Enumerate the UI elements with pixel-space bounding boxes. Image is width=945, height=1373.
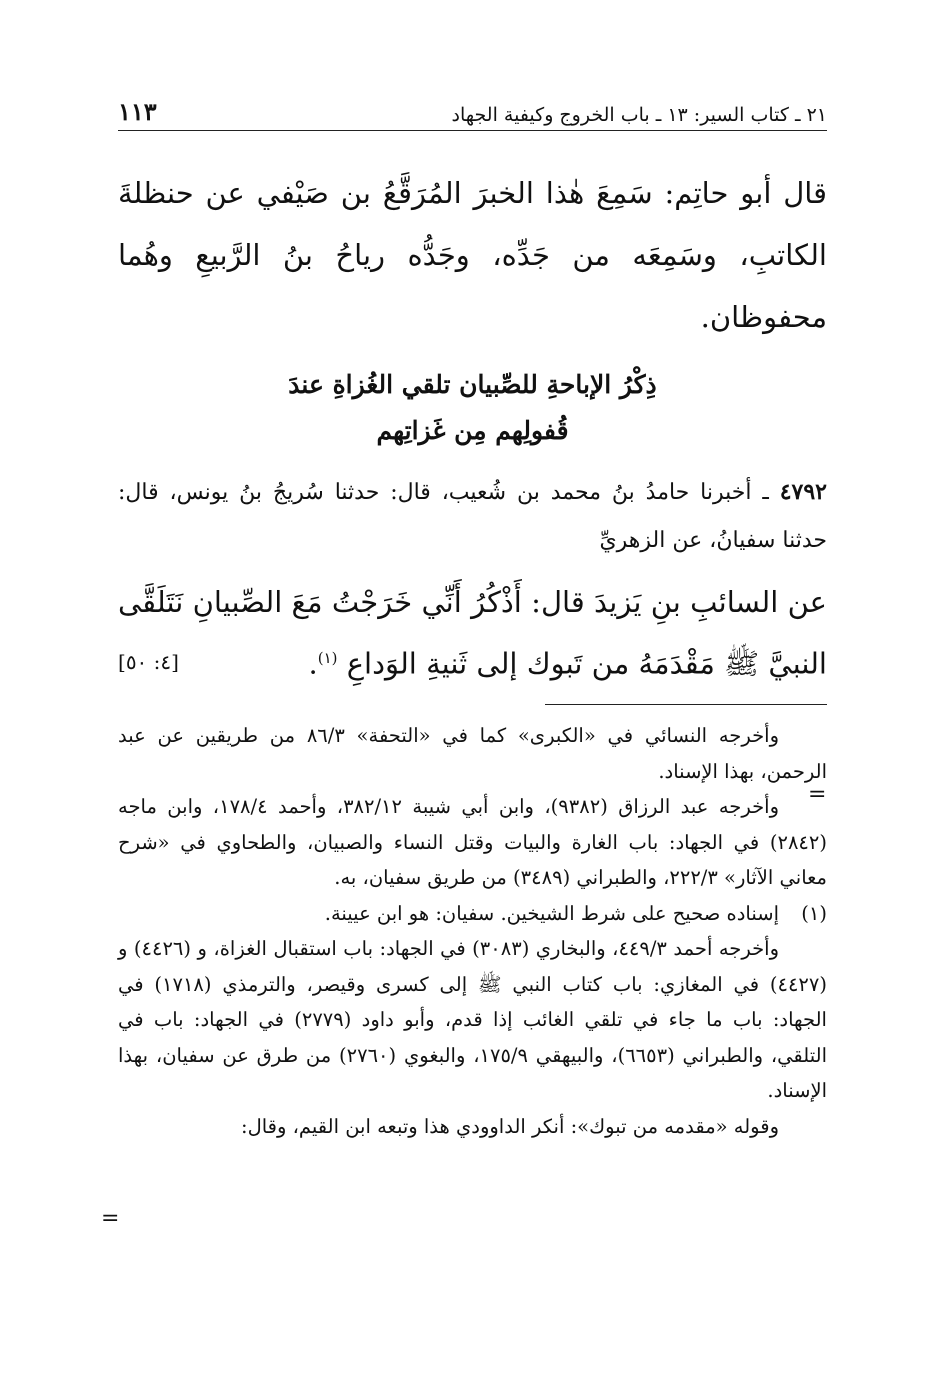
chapter-heading <box>118 362 827 454</box>
continuation-mark-bottom: = <box>101 1206 120 1231</box>
matn-end-punct: . <box>308 646 318 681</box>
footnote-divider <box>545 704 827 705</box>
footnote-1-text: إسناده صحيح على شرط الشيخين. سفيان: هو ابن عيينة. <box>324 901 779 925</box>
footnote-paragraph-3: وأخرجه أحمد ٤٤٩/٣، والبخاري (٣٠٨٣) في الجهاد: باب استقبال الغزاة، و (٤٤٢٦) و (٤٤٢٧) في المغازي: باب كتاب النبي ﷺ إلى كسرى وقيصر، والترمذي (١٧١٨) في الجهاد: باب ما جاء في تلقي الغائب إذا قدم، وأبو داود (٢٧٧٩) في الجهاد: باب في التلقي، والطبراني (٦٦٥٣)، والبيهقي ١٧٥/٩، والبغوي (٢٧٦٠) من طرق عن سفيان، بهذا الإسناد. <box>118 937 827 1102</box>
footnote-1-marker: (١) <box>801 901 827 925</box>
intro-text: قال أبو حاتِم: سَمِعَ هٰذا الخبرَ المُرَقَّعُ بن صَيْفي عن حنظلةَ الكاتبِ، وسَمِعَه من جَدِّه، وجَدُّه رياحُ بنُ الرَّبيعِ وهُما محفوظان. <box>118 176 827 334</box>
intro-paragraph <box>118 162 827 348</box>
footnote-ref: (١) <box>317 649 338 667</box>
heading-line-2: قُفولِهم مِن غَزاتِهم <box>376 416 569 445</box>
page-header <box>118 92 827 131</box>
footnote-paragraph-1: وأخرجه النسائي في «الكبرى» كما في «التحفة» ٨٦/٣ من طريقين عن عبد الرحمن، بهذا الإسناد. <box>118 724 827 783</box>
footnote-paragraph-4: وقوله «مقدمه من تبوك»: أنكر الداوودي هذا وتبعه ابن القيم، وقال: <box>241 1114 779 1138</box>
running-head: ٢١ ـ كتاب السير: ١٣ ـ باب الخروج وكيفية الجهاد <box>451 104 827 126</box>
continuation-mark-top: = <box>808 782 827 807</box>
hadith-number: ٤٧٩٢ <box>779 479 827 505</box>
footnote-1 <box>118 896 827 932</box>
hadith-matn <box>118 574 827 692</box>
footnote-paragraph-2: وأخرجه عبد الرزاق (٩٣٨٢)، وابن أبي شيبة ٣٨٢/١٢، وأحمد ١٧٨/٤، وابن ماجه (٢٨٤٢) في الجهاد: باب الغارة والبيات وقتل النساء والصبيان، والطحاوي في «شرح معاني الآثار» ٢٢٢/٣، والطبراني (٣٤٨٩) من طريق سفيان، به. <box>118 795 827 889</box>
matn-text: عن السائبِ بنِ يَزيدَ قال: أَذْكُرُ أَنِّي خَرَجْتُ مَعَ الصِّبيانِ نَتَلَقَّى النبيَّ ﷺ مَقْدَمَهُ من تَبوك إلى ثَنيةِ الوَداعِ <box>118 585 827 681</box>
hadith-isnad <box>118 468 827 565</box>
isnad-text: ـ أخبرنا حامدُ بنُ محمد بن شُعيب، قال: حدثنا سُريجُ بنُ يونس، قال: حدثنا سفيانُ، عن الزهريِّ <box>118 480 827 553</box>
cross-reference: [٤: ٥٠] <box>118 650 179 674</box>
page-number: ١١٣ <box>118 97 157 126</box>
footnotes <box>118 718 827 1144</box>
heading-line-1: ذِكْرُ الإباحةِ للصِّبيان تلقي الغُزاةِ عندَ <box>288 370 657 399</box>
